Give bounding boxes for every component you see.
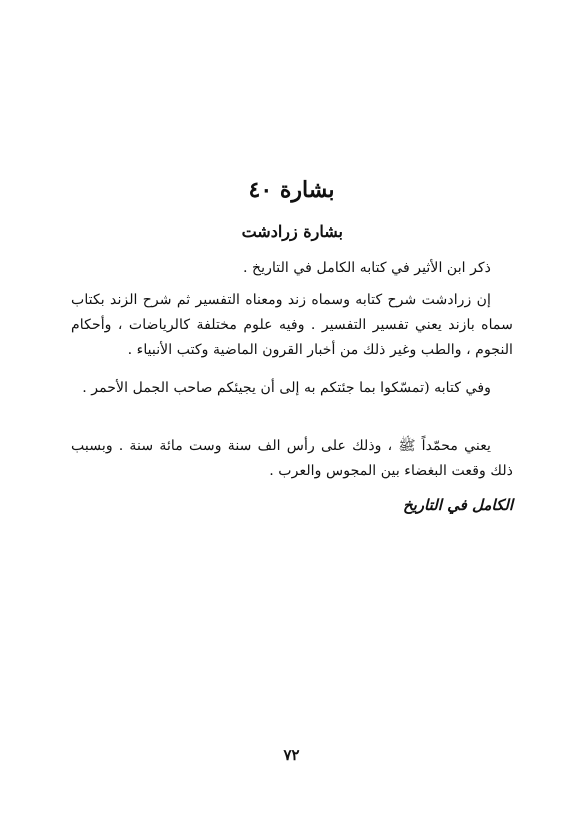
paragraph-intro: ذكر ابن الأثير في كتابه الكامل في التاريخ . (243, 260, 491, 276)
paragraph-meaning: يعني محمّداً ﷺ ، وذلك على رأس الف سنة وست مائة سنة . وبسبب ذلك وقعت البغضاء بين المجوس والعرب . (71, 438, 513, 479)
page-heading: بشارة ٤٠ (248, 177, 335, 203)
source-citation: الكامل في التاريخ (402, 496, 513, 514)
page-number: ٧٢ (283, 746, 300, 764)
paragraph-zand: إن زرادشت شرح كتابه وسماه زند ومعناه التفسير ثم شرح الزند بكتاب سماه بازند يعني تفسير التفسير . وفيه علوم مختلفة كالرياضات ، وأحكام النجوم ، والطب وغير ذلك من أخبار القرون الماضية وكتب الأنبياء . (71, 292, 513, 358)
section-subheading: بشارة زرادشت (241, 222, 343, 241)
paragraph-quote: وفي كتابه (تمسّكوا بما جئتكم به إلى أن يجيئكم صاحب الجمل الأحمر . (82, 380, 491, 396)
